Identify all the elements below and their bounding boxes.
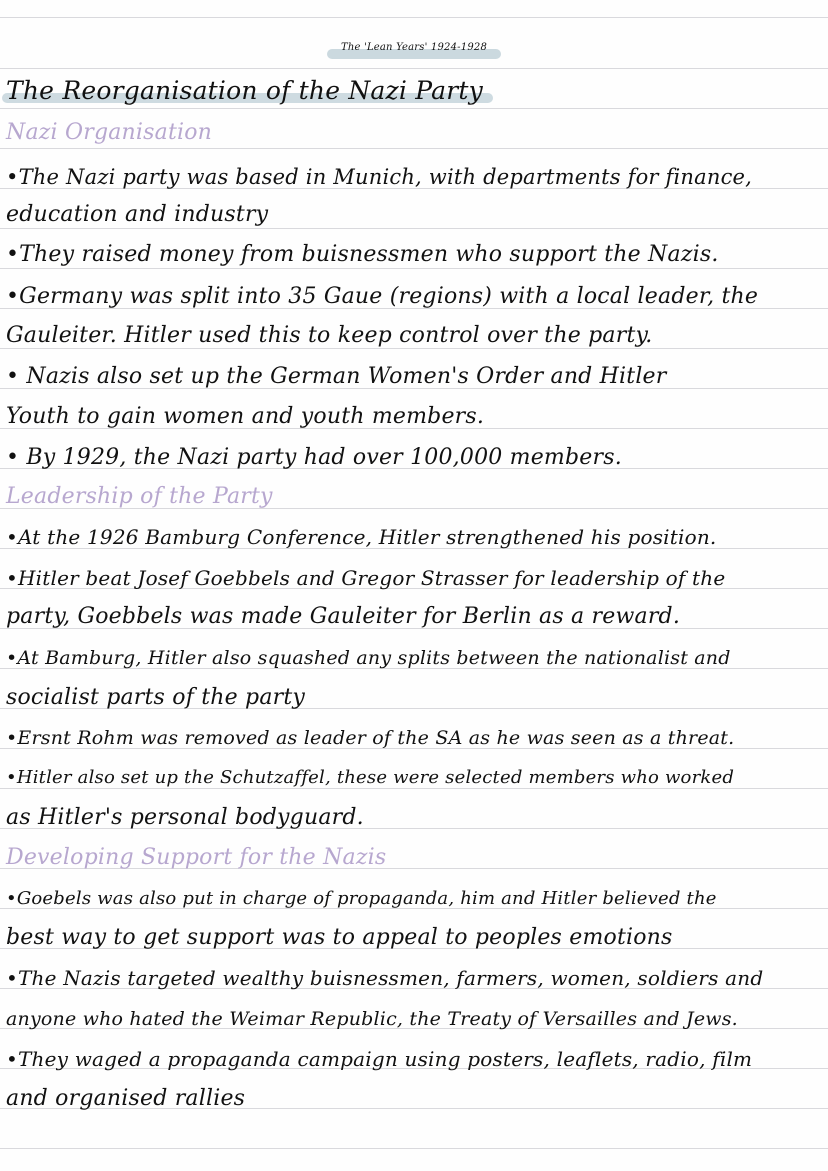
note-line: socialist parts of the party <box>6 685 306 710</box>
note-line: • By 1929, the Nazi party had over 100,000 members. <box>6 445 622 470</box>
section-heading-developing-support: Developing Support for the Nazis <box>6 845 387 870</box>
note-line: •Goebels was also put in charge of propaganda, him and Hitler believed the <box>6 888 717 909</box>
note-line: •They raised money from buisnessmen who support the Nazis. <box>6 242 719 267</box>
note-line: and organised rallies <box>6 1086 246 1111</box>
note-line: •Ersnt Rohm was removed as leader of the SA as he was seen as a threat. <box>6 727 735 749</box>
section-heading-leadership: Leadership of the Party <box>6 484 273 509</box>
main-heading <box>6 76 822 106</box>
note-line: •Germany was split into 35 Gaue (regions) with a local leader, the <box>6 284 759 309</box>
note-line: education and industry <box>6 202 269 227</box>
note-line: best way to get support was to appeal to peoples emotions <box>6 925 673 950</box>
note-line: Gauleiter. Hitler used this to keep control over the party. <box>6 323 653 348</box>
note-line: •The Nazi party was based in Munich, with departments for finance, <box>6 165 753 189</box>
note-line: •At the 1926 Bamburg Conference, Hitler strengthened his position. <box>6 525 717 549</box>
note-line: •The Nazis targeted wealthy buisnessmen, farmers, women, soldiers and <box>6 966 764 990</box>
note-line: Youth to gain women and youth members. <box>6 404 485 429</box>
note-line: as Hitler's personal bodyguard. <box>6 805 364 830</box>
note-line: •Hitler also set up the Schutzaffel, these were selected members who worked <box>6 767 735 788</box>
main-heading-text: The Reorganisation of the Nazi Party <box>6 76 493 106</box>
page-title <box>0 33 828 63</box>
note-line: •Hitler beat Josef Goebbels and Gregor Strasser for leadership of the <box>6 566 726 590</box>
note-line: • Nazis also set up the German Women's Order and Hitler <box>6 364 667 389</box>
section-heading-nazi-organisation: Nazi Organisation <box>6 120 213 145</box>
note-line: •At Bamburg, Hitler also squashed any splits between the nationalist and <box>6 647 731 669</box>
page-title-text: The 'Lean Years' 1924-1928 <box>327 33 501 63</box>
note-line: party, Goebbels was made Gauleiter for Berlin as a reward. <box>6 604 681 629</box>
note-line: anyone who hated the Weimar Republic, the Treaty of Versailles and Jews. <box>6 1008 738 1030</box>
note-line: •They waged a propaganda campaign using posters, leaflets, radio, film <box>6 1047 753 1071</box>
